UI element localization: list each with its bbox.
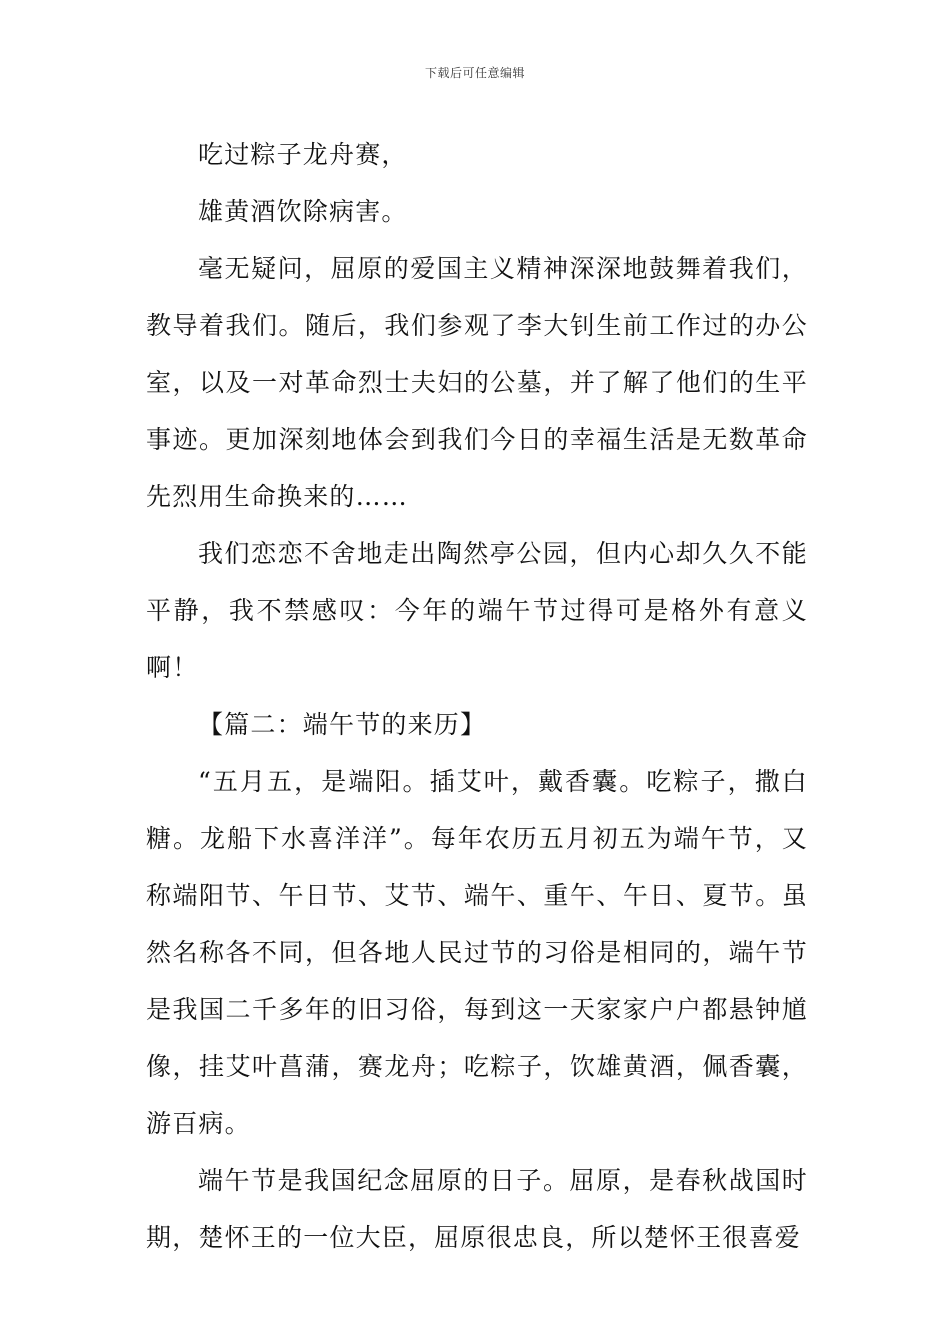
body-text [146,126,808,1266]
section-heading: 【篇二：端午节的来历】 [198,710,487,739]
paragraph: 毫无疑问，屈原的爱国主义精神深深地鼓舞着我们，教导着我们。随后，我们参观了李大钊生前工作过的办公室，以及一对革命烈士夫妇的公墓，并了解了他们的生平事迹。更加深刻地体会到我们今日的幸福生活是无数革命先烈用生命换来的…… [146,254,808,511]
paragraph: “五月五，是端阳。插艾叶，戴香囊。吃粽子，撒白糖。龙船下水喜洋洋”。每年农历五月初五为端午节，又称端阳节、午日节、艾节、端午、重午、午日、夏节。虽然名称各不同，但各地人民过节的习俗是相同的，端午节是我国二千多年的旧习俗，每到这一天家家户户都悬钟馗像，挂艾叶菖蒲，赛龙舟；吃粽子，饮雄黄酒，佩香囊，游百病。 [146,767,808,1138]
poem-line: 吃过粽子龙舟赛， [198,140,408,169]
paragraph: 我们恋恋不舍地走出陶然亭公园，但内心却久久不能平静，我不禁感叹：今年的端午节过得可是格外有意义啊！ [146,539,808,682]
poem-line: 雄黄酒饮除病害。 [198,197,408,226]
page-header: 下载后可任意编辑 [424,66,525,80]
paragraph: 端午节是我国纪念屈原的日子。屈原，是春秋战国时期，楚怀王的一位大臣，屈原很忠良，所以楚怀王很喜爱 [146,1166,808,1252]
